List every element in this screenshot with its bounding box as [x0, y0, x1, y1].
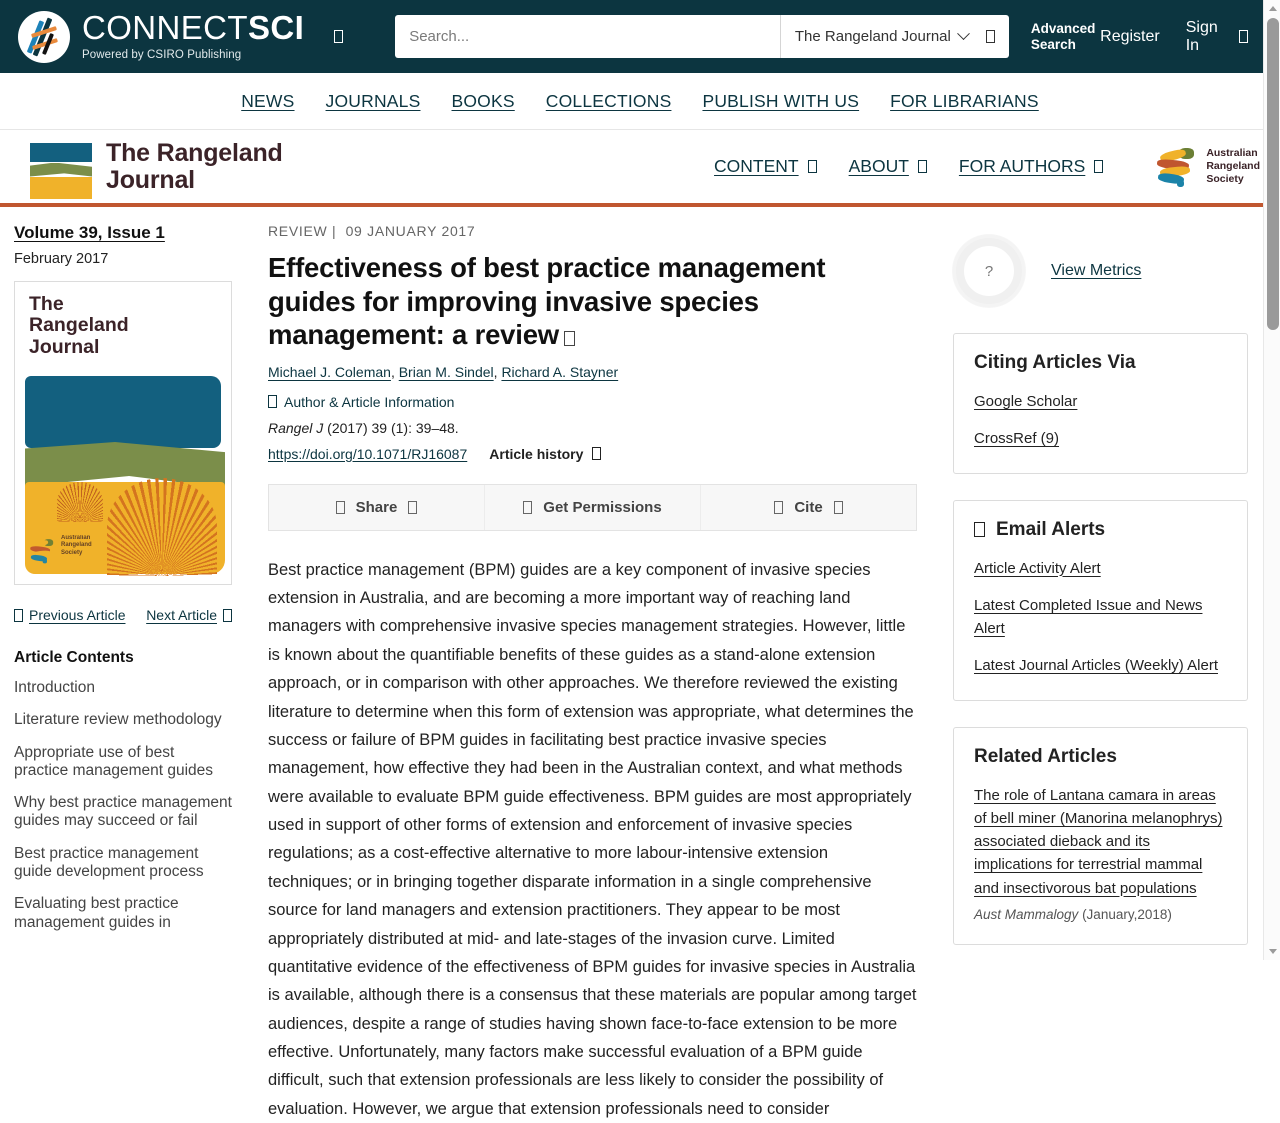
society-line1: Australian — [1206, 147, 1258, 160]
chevron-down-icon — [1094, 160, 1103, 173]
author-link[interactable]: Brian M. Sindel — [398, 363, 494, 380]
citing-link-google-scholar[interactable]: Google Scholar — [974, 393, 1078, 410]
journal-nav-about[interactable] — [849, 156, 927, 177]
site-header — [0, 0, 1280, 73]
article-title-text: Effectiveness of best practice management guides for improving invasive species management: a review — [268, 252, 826, 351]
article-contents-list — [14, 679, 232, 932]
altmetric-badge-value: ? — [984, 262, 994, 280]
journal-name-line2: Journal — [106, 165, 195, 194]
article-action-toolbar — [268, 484, 917, 531]
connectsci-mark-icon — [18, 11, 70, 63]
previous-article-label: Previous Article — [29, 607, 126, 623]
citation-line — [268, 420, 917, 436]
nav-item-books[interactable]: BOOKS — [451, 90, 515, 111]
article-abstract: Best practice management (BPM) guides are a key component of invasive species extension in Australia, and are becoming a more important way of reaching land managers with comprehensive invasive species management strategies. However, little is known about the quantifiable benefits of these guides as a stand-alone extension approach, or in comparison with other approaches. We therefore reviewed the existing literature to determine when this form of extension was appropriate, what determines the success or failure of BPM guides in facilitating best practice invasive species management, how effective they had been in the Australian context, and what methods were available to evaluate BPM guide effectiveness. BPM guides are most appropriately used in support of other forms of extension and enforcement of invasive species regulations; as a cost-effective alternative to more labour-intensive extension techniques; or in bringing together disparate information in a single comprehensive source for land managers and extension practitioners. They appear to be most appropriately distributed at mid- and late-stages of the invasion curve. Limited quantitative evidence of the effectiveness of BPM guides for invasive species in Australia is available, although there is a consensus that these materials are popular among target audiences, despite a range of studies having shown face-to-face extension to be more effective. Unfortunately, many factors make successful evaluation of a BPM guide difficult, such that extension professionals are less likely to consider the possibility of evaluation. However, we argue that extension professionals need to consider — [268, 560, 917, 1118]
cite-label: Cite — [794, 498, 823, 516]
related-articles-card — [953, 727, 1248, 945]
next-article-link[interactable] — [146, 607, 232, 623]
chevron-down-icon — [408, 501, 417, 514]
cover-society-line1: Australian — [61, 535, 91, 542]
toc-item-literature-review-methodology[interactable]: Literature review methodology — [14, 711, 222, 729]
cover-society-line2: Rangeland — [61, 542, 92, 549]
alert-article-activity[interactable]: Article Activity Alert — [974, 559, 1101, 577]
search-scope-select[interactable] — [780, 15, 980, 58]
related-article-title[interactable]: The role of Lantana camara in areas of bell miner (Manorina melanophrys) associated dieback and its implications for terrestrial mammal and insectivorous bat populations — [974, 786, 1223, 897]
issue-cover-image[interactable] — [14, 281, 232, 585]
get-permissions-button[interactable] — [485, 485, 701, 530]
author-link[interactable]: Michael J. Coleman — [268, 363, 391, 380]
envelope-icon — [974, 522, 985, 537]
chevron-left-icon — [14, 609, 23, 622]
toc-item-development-process[interactable]: Best practice management guide development process — [14, 844, 204, 880]
page-title — [268, 251, 917, 352]
key-icon — [523, 501, 532, 514]
journal-header — [0, 130, 1280, 207]
society-line2: Rangeland — [1206, 160, 1260, 173]
spinifex-illustration — [107, 478, 217, 576]
article-type: REVIEW — [268, 223, 328, 239]
issue-date: February 2017 — [14, 251, 109, 267]
chevron-down-icon — [957, 27, 970, 40]
sign-in-label: Sign In — [1185, 18, 1218, 54]
journal-name-line1: The Rangeland — [106, 138, 283, 167]
search-submit-button[interactable] — [980, 15, 1009, 58]
quote-icon — [774, 501, 783, 514]
related-article-journal: Aust Mammalogy — [974, 906, 1079, 922]
journal-nav-about-label: ABOUT — [848, 156, 909, 176]
scroll-down-arrow-icon[interactable] — [1264, 943, 1280, 960]
advanced-search-link[interactable]: Advanced Search — [1030, 20, 1096, 52]
society-line3: Society — [1206, 172, 1244, 185]
journal-nav-for-authors[interactable] — [959, 156, 1103, 177]
author-article-information-label: Author & Article Information — [284, 393, 455, 410]
previous-article-link[interactable] — [14, 607, 125, 623]
chevron-down-icon — [592, 447, 601, 460]
issue-volume-link[interactable]: Volume 39, Issue 1 — [14, 223, 165, 242]
australia-map-icon — [29, 539, 46, 554]
alert-latest-completed-issue[interactable]: Latest Completed Issue and News Alert — [974, 596, 1203, 637]
cite-button[interactable] — [701, 485, 916, 530]
share-button[interactable] — [269, 485, 485, 530]
cover-title-line3: Journal — [29, 335, 100, 358]
alert-latest-journal-articles[interactable]: Latest Journal Articles (Weekly) Alert — [974, 657, 1218, 675]
nav-item-news[interactable]: NEWS — [241, 90, 295, 111]
brand-tagline: Powered by CSIRO Publishing — [82, 49, 242, 62]
get-permissions-label: Get Permissions — [543, 498, 662, 516]
author-article-information-toggle[interactable] — [268, 394, 917, 410]
left-sidebar — [0, 223, 248, 956]
citation-journal: Rangel J — [268, 419, 324, 436]
journal-nav-content[interactable] — [714, 156, 817, 177]
page-body — [0, 207, 1280, 1118]
right-sidebar — [945, 223, 1280, 956]
toc-item-evaluating[interactable]: Evaluating best practice management guides in — [14, 895, 179, 931]
related-articles-heading: Related Articles — [974, 745, 1117, 767]
article-date: 09 JANUARY 2017 — [345, 223, 476, 239]
journal-nav-content-label: CONTENT — [714, 156, 799, 176]
article-main — [248, 223, 945, 1118]
toc-item-introduction[interactable]: Introduction — [14, 679, 95, 696]
journal-navigation — [714, 156, 1155, 177]
chevron-down-icon — [834, 501, 843, 514]
toc-item-appropriate-use[interactable]: Appropriate use of best practice management guides — [14, 743, 214, 779]
open-access-icon — [564, 331, 575, 346]
chevron-right-icon — [223, 609, 232, 622]
journal-logo[interactable] — [30, 140, 283, 194]
chevron-down-icon — [808, 160, 817, 173]
search-bar — [395, 15, 1009, 58]
sign-in-link[interactable] — [1186, 19, 1248, 55]
article-history-label: Article history — [489, 445, 584, 462]
doi-link[interactable]: https://doi.org/10.1071/RJ16087 — [268, 445, 468, 462]
share-icon — [336, 501, 345, 514]
article-history-toggle[interactable] — [489, 446, 601, 462]
view-metrics-link[interactable]: View Metrics — [1051, 262, 1142, 279]
citing-articles-heading: Citing Articles Via — [974, 352, 1136, 373]
article-contents-heading: Article Contents — [14, 649, 134, 666]
nav-item-collections[interactable]: COLLECTIONS — [545, 90, 672, 111]
share-label: Share — [355, 498, 398, 516]
citation-rest: (2017) 39 (1): 39–48. — [327, 419, 459, 436]
user-icon — [1239, 30, 1248, 43]
cover-title-line1: The — [29, 293, 64, 315]
author-list: Michael J. Coleman, Brian M. Sindel, Richard A. Stayner — [268, 363, 619, 380]
article-kicker — [268, 223, 917, 239]
register-link[interactable]: Register — [1100, 27, 1160, 45]
related-article-date: (January,2018) — [1082, 906, 1172, 922]
cover-title-line2: Rangeland — [29, 314, 129, 337]
author-link[interactable]: Richard A. Stayner — [501, 363, 619, 380]
cover-society-line3: Society — [61, 549, 83, 556]
related-article-source — [974, 907, 1227, 922]
hamburger-icon[interactable] — [334, 30, 343, 43]
next-article-label: Next Article — [146, 607, 217, 623]
nav-item-publish-with-us[interactable]: PUBLISH WITH US — [702, 90, 860, 111]
page-scrollbar[interactable] — [1263, 0, 1280, 960]
journal-nav-for-authors-label: FOR AUTHORS — [958, 156, 1086, 176]
scroll-up-arrow-icon[interactable] — [1264, 0, 1280, 17]
brand-name-bold: SCI — [247, 9, 305, 47]
connectsci-logo[interactable] — [18, 11, 304, 63]
search-scope-value: The Rangeland Journal — [794, 28, 951, 45]
citing-articles-card — [953, 333, 1248, 474]
rangeland-bands-icon — [30, 143, 92, 191]
australian-rangeland-society-logo[interactable] — [1155, 147, 1260, 185]
spinifex-illustration — [57, 482, 103, 522]
nav-item-for-librarians[interactable]: FOR LIBRARIANS — [890, 90, 1039, 111]
main-navigation — [0, 73, 1280, 130]
email-alerts-heading-label: Email Alerts — [996, 518, 1106, 540]
scrollbar-thumb[interactable] — [1267, 18, 1279, 330]
kicker-separator: | — [332, 223, 337, 239]
citing-link-crossref[interactable]: CrossRef (9) — [974, 430, 1060, 448]
australia-map-icon — [1155, 147, 1199, 185]
email-alerts-heading — [974, 519, 1227, 541]
email-alerts-card — [953, 500, 1248, 701]
chevron-down-icon — [918, 160, 927, 173]
cover-society-logo — [29, 534, 92, 558]
toc-item-succeed-or-fail[interactable]: Why best practice management guides may succeed or fail — [14, 794, 232, 830]
altmetric-badge[interactable] — [953, 235, 1025, 307]
search-input[interactable] — [395, 15, 780, 58]
nav-item-journals[interactable]: JOURNALS — [325, 90, 421, 111]
plus-box-icon — [268, 395, 277, 408]
brand-name-light: CONNECT — [82, 9, 248, 47]
